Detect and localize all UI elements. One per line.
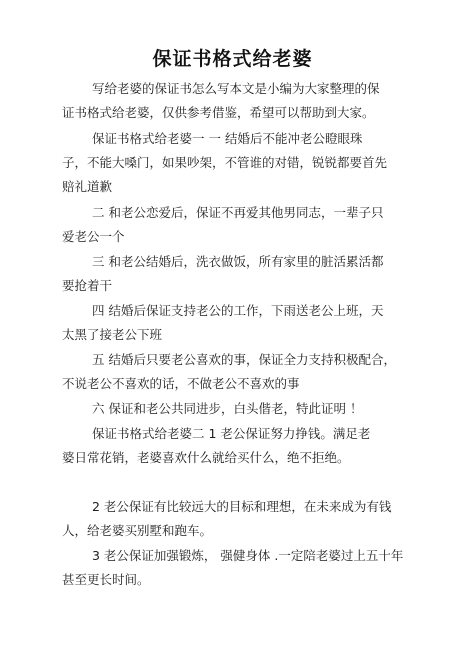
paragraph-line: 证书格式给老婆，仅供参考借鉴，希望可以帮助到大家。: [62, 105, 375, 120]
paragraph-line: 子，不能大嗓门，如果吵架，不管谁的对错，锐锐都要首先: [62, 155, 388, 170]
paragraph-line: 保证书格式给老婆二 1 老公保证努力挣钱。满足老: [92, 426, 371, 441]
paragraph-line: 三 和老公结婚后，洗衣做饭，所有家里的脏活累活都: [92, 254, 384, 269]
paragraph-line: 甚至更长时间。: [62, 572, 150, 587]
paragraph-line: 赔礼道歉: [62, 179, 113, 194]
paragraph-line: 六 保证和老公共同进步，白头偕老，特此证明 ！: [92, 401, 363, 416]
paragraph-line: 3 老公保证加强锻炼， 强健身体 .一定陪老婆过上五十年: [92, 548, 404, 563]
paragraph-line: 五 结婚后只要老公喜欢的事，保证全力支持积极配合，: [92, 352, 396, 367]
paragraph-line: 不说老公不喜欢的话，不做老公不喜欢的事: [62, 376, 300, 391]
paragraph-line: 二 和老公恋爱后，保证不再爱其他男同志，一辈子只: [92, 205, 384, 220]
paragraph-line: 写给老婆的保证书怎么写本文是小编为大家整理的保: [92, 81, 380, 96]
paragraph-line: 2 老公保证有比较远大的目标和理想，在未来成为有钱: [92, 499, 392, 514]
document-title: 保证书格式给老婆: [152, 48, 313, 70]
paragraph-line: 保证书格式给老婆一 一 结婚后不能冲老公瞪眼珠: [92, 131, 363, 146]
paragraph-line: 四 结婚后保证支持老公的工作，下雨送老公上班，天: [92, 303, 384, 318]
paragraph-line: 要抢着干: [62, 278, 113, 293]
paragraph-line: 太黑了接老公下班: [62, 327, 163, 342]
paragraph-line: 婆日常花销，老婆喜欢什么就给买什么，绝不拒绝。: [62, 450, 350, 465]
paragraph-line: 爱老公一个: [62, 229, 125, 244]
paragraph-line: 人，给老婆买别墅和跑车。: [62, 523, 213, 538]
